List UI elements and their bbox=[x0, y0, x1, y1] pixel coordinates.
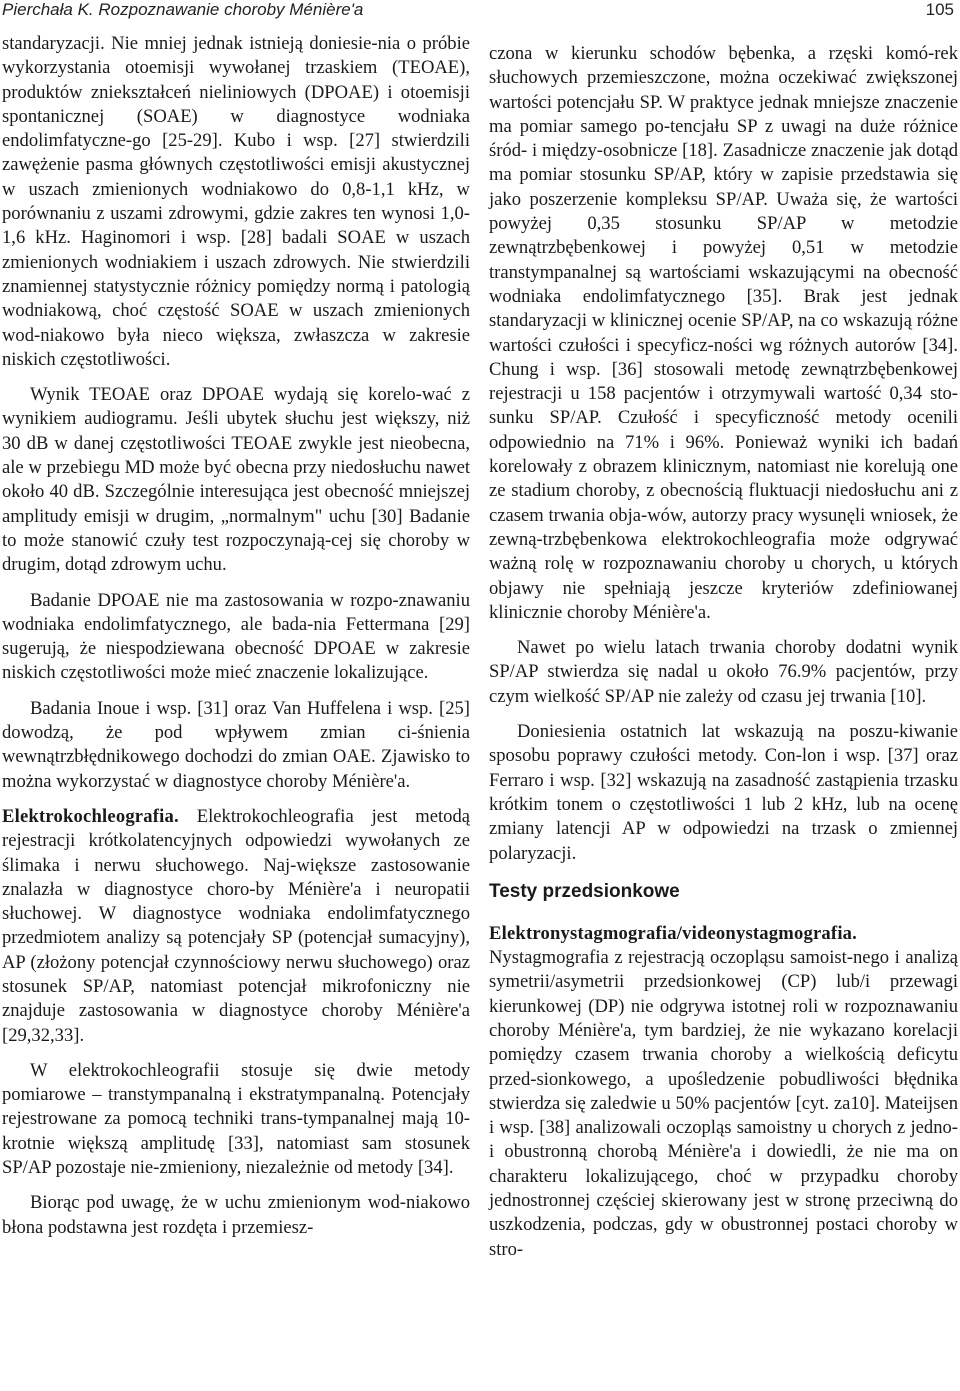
paragraph-positive-result: Nawet po wielu latach trwania choroby dodatni wynik SP/AP stwierdza się nadal u około 76.9% pacjentów, przy czym wielkość SP/AP nie zależy od czasu jej trwania [10]. bbox=[489, 637, 958, 707]
paragraph-electrocochleography bbox=[2, 805, 470, 1048]
paragraph-electrocochleography-text: Elektrokochleografia jest metodą rejestracji krótkolatencyjnych odpowiedzi wywołanych ze ślimaka i nerwu słuchowego. Naj-większe zastosowanie znalazła w diagnostyce choro-by Ménière'a i neuropatii słuchowej. W diagnostyce wodniaka endolimfatycznego przedmiotem analizy są potencjały SP (potencjał sumacyjny), AP (złożony potencjał czynnościowy nerwu słuchowego) oraz stosunek SP/AP, natomiast potencjał mikrofoniczny nie znajduje zastosowania w diagnostyce choroby Ménière'a [29,32,33]. bbox=[2, 805, 470, 1046]
paragraph-measurement-methods: W elektrokochleografii stosuje się dwie metody pomiarowe – transtympanalną i ekstratympanalną. Potencjały rejestrowane za pomocą techniki trans-tympanalnej mają 10-krotnie większą amplitudę [33], natomiast sam stosunek SP/AP pozostaje nie-zmieniony, niezależnie od metody [34]. bbox=[2, 1059, 470, 1179]
paragraph-basilar-membrane: Biorąc pod uwagę, że w uchu zmienionym wod-niakowo błona podstawna jest rozdęta i przemiesz- bbox=[2, 1192, 470, 1238]
run-in-heading-nystagmography: Elektronystagmografia/videonystagmografia. bbox=[489, 922, 858, 944]
paragraph-nystagmography bbox=[489, 922, 958, 1262]
paragraph-teoae-dpoae: Wynik TEOAE oraz DPOAE wydają się korelo-wać z wynikiem audiogramu. Jeśli ubytek słuchu jest większy, niż 30 dB w danej częstotliwości TEOAE zwykle jest nieobecna, ale w przebiegu MD może być obecna przy niedosłuchu nawet około 40 dB. Szczególnie interesująca jest obecność mniejszej amplitudy emisji w drugim, „normalnym" uchu [30] Badanie to może stanowić czuły test rozpoczynają-cej się choroby w drugim, dotąd zdrowym uchu. bbox=[2, 384, 470, 576]
page-number: 105 bbox=[925, 0, 954, 19]
run-in-heading-electrocochleography: Elektrokochleografia. bbox=[2, 805, 179, 827]
section-heading-vestibular-tests: Testy przedsionkowe bbox=[489, 880, 680, 902]
paragraph-dpoae-localizing: Badanie DPOAE nie ma zastosowania w rozpo-znawaniu wodniaka endolimfatycznego, ale bada-nia Fettermana [29] sugerują, że niespodziewana obecność DPOAE w zakresie niskich częstotliwości może mieć znaczenie lokalizujące. bbox=[2, 589, 470, 684]
running-header-authors: Pierchała K. Rozpoznawanie choroby Ménière'a bbox=[2, 0, 364, 19]
running-header bbox=[0, 0, 960, 20]
left-column bbox=[2, 32, 470, 1240]
paragraph-sp-ap-ratio: czona w kierunku schodów bębenka, a rzęski komó-rek słuchowych przemieszczone, można oczekiwać zwiększonej wartości potencjału SP. W praktyce jednak mniejsze znaczenie ma pomiar samego po-tencjału SP z uwagi na duże różnice śród- i między-osobnicze [18]. Zasadnicze znaczenie jak dotąd ma pomiar stosunku SP/AP, który w zapisie przedstawia się jako poszerzenie kompleksu SP/AP. Uważa się, że wartości powyżej 0,35 stosunku SP/AP w metodzie zewnątrzbębenkowej i powyżej 0,51 w metodzie transtympanalnej są wartościami wskazującymi na obecność wodniaka endolimfatycznego [35]. Brak jest jednak standaryzacji w klinicznej ocenie SP/AP, na co wskazują różne wartości czułości i specyficz-ności wg różnych autorów [34]. Chung i wsp. [36] stosowali metodę zewnątrzbębenkowej rejestracji u 158 pacjentów i otrzymywali wartość 0,34 sto-sunku SP/AP. Czułość i specyficzność metody ocenili odpowiednio na 71% i 96%. Ponieważ wyniki ich badań korelowały z obrazem klinicznym, natomiast nie korelują one ze stadium choroby, z obecnością fluktuacji niedosłuchu ani z czasem trwania obja-wów, autorzy pracy wysunęli wniosek, że zewną-trzbębenkowa elektrokochleografia może odgrywać ważną rolę w rozpoznawaniu choroby u chorych, u których objawy nie spełniają jeszcze kryteriów zdefiniowanej klinicznie choroby Ménière'a. bbox=[489, 43, 958, 623]
paragraph-pressure-oae: Badania Inoue i wsp. [31] oraz Van Huffelena i wsp. [25] dowodzą, że pod wpływem zmian ci-śnienia wewnątrzbłędnikowego dochodzi do zmian OAE. Zjawisko to można wykorzystać w diagnostyce choroby Ménière'a. bbox=[2, 697, 470, 792]
paragraph-otoemission: standaryzacji. Nie mniej jednak istnieją doniesie-nia o próbie wykorzystania otoemisji wywołanej trzaskiem (TEOAE), produktów zniekształceń nieliniowych (DPOAE) i otoemisji spontanicznej (SOAE) w diagnostyce wodniaka endolimfatyczne-go [25-29]. Kubo i wsp. [27] stwierdzili zawężenie pasma głównych częstotliwości emisji akustycznej w uszach zmienionych wodniakowo do 0,8-1,1 kHz, w porównaniu z uszami zdrowymi, gdzie zakres ten wynosi 1,0-1,6 kHz. Haginomori i wsp. [28] badali SOAE w uszach zmienionych wodniakiem i uszach zdrowych. Nie stwierdzili znamiennej statystycznie różnicy pomiędzy normą i patologią wodniakową, choć częstość SOAE w uszach zmienionych wod-niakowo była nieco większa, zwłaszcza w zakresie niskich częstotliwości. bbox=[2, 33, 470, 370]
paragraph-sensitivity: Doniesienia ostatnich lat wskazują na poszu-kiwanie sposobu poprawy czułości metody. Con-lon i wsp. [37] oraz Ferraro i wsp. [32] wskazują na zasadność zastąpienia trzasku krótkim tonem o częstotliwości 1 lub 2 kHz, lub na ocenę zmiany latencji AP w odpowiedzi na trzask o zmiennej polaryzacji. bbox=[489, 721, 958, 864]
right-column bbox=[489, 42, 958, 1262]
paragraph-nystagmography-text: Nystagmografia z rejestracją oczopląsu samoist-nego i analizą symetrii/asymetrii przedsionkowej (CP) lub/i przewagi kierunkowej (DP) nie odgrywa istotnej roli w rozpoznawaniu choroby Ménière'a, tym bardziej, że nie wykazano korelacji pomiędzy czasem trwania choroby a wielkością deficytu przed-sionkowego, a upośledzenie pobudliwości błędnika stwierdza się zaledwie u 50% pacjentów [cyt. za10]. Mateijsen i wsp. [38] analizowali oczopląs samoistny u chorych z jedno- i obustronną chorobą Ménière'a i dowiedli, że nie ma on charakteru lokalizującego, choć w przypadku choroby jednostronnej częściej skierowany jest w stronę przeciwną do uszkodzenia, podczas, gdy w obustronnej postaci choroby w stro- bbox=[489, 947, 958, 1260]
